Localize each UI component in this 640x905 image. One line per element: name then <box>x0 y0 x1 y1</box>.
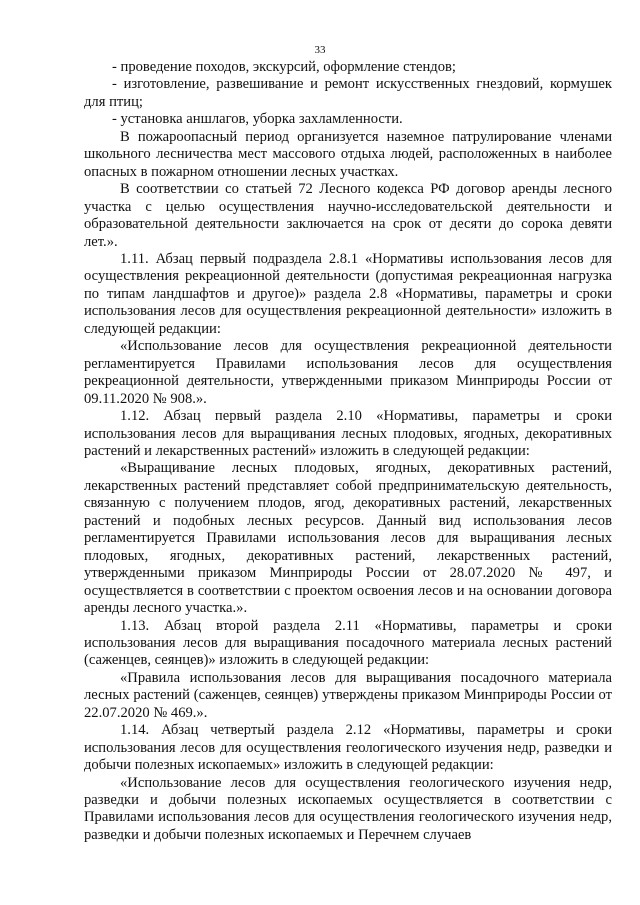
document-body <box>84 59 612 844</box>
paragraph: В соответствии со статьей 72 Лесного кодекса РФ договор аренды лесного участка с целью осуществления научно-исследовательской деятельности и образовательной деятельности заключается на срок от десяти до сорока девяти лет.». <box>84 181 612 250</box>
paragraph: 1.11. Абзац первый подраздела 2.8.1 «Нормативы использования лесов для осуществления рекреационной деятельности (допустимая рекреационная нагрузка по типам ландшафтов и другое)» раздела 2.8 «Нормативы, параметры и сроки использования лесов для осуществления рекреационной деятельности» изложить в следующей редакции: <box>84 250 612 337</box>
paragraph: «Использование лесов для осуществления геологического изучения недр, разведки и добычи полезных ископаемых осуществляется в соответствии с Правилами использования лесов для осуществления геологического изучения недр, разведки и добычи полезных ископаемых и Перечнем случаев <box>84 774 612 843</box>
paragraph: 1.12. Абзац первый раздела 2.10 «Нормативы, параметры и сроки использования лесов для выращивания лесных плодовых, ягодных, декоративных растений и лекарственных растений» изложить в следующей редакции: <box>84 408 612 459</box>
paragraph: «Выращивание лесных плодовых, ягодных, декоративных растений, лекарственных растений представляет собой предпринимательскую деятельность, связанную с получением плодов, ягод, декоративных растений, лекарственных растений и подобных лесных ресурсов. Данный вид использования лесов регламентируется Правилами использования лесов для выращивания лесных плодовых, ягодных, декоративных растений, лекарственных растений, утвержденными приказом Минприроды России от 28.07.2020 № 497, и осуществляется в соответствии с проектом освоения лесов и на основании договора аренды лесного участка.». <box>84 460 612 617</box>
list-item: - изготовление, развешивание и ремонт искусственных гнездовий, кормушек для птиц; <box>84 76 612 110</box>
paragraph: 1.14. Абзац четвертый раздела 2.12 «Нормативы, параметры и сроки использования лесов для осуществления геологического изучения недр, разведки и добычи полезных ископаемых» изложить в следующей редакции: <box>84 722 612 774</box>
list-item: - установка аншлагов, уборка захламленности. <box>112 111 403 128</box>
list-item: - проведение походов, экскурсий, оформление стендов; <box>112 59 456 75</box>
paragraph: «Использование лесов для осуществления рекреационной деятельности регламентируется Правилами использования лесов для осуществления рекреационной деятельности, утвержденными приказом Минприроды России от 09.11.2020 № 908.». <box>84 338 612 407</box>
paragraph: 1.13. Абзац второй раздела 2.11 «Нормативы, параметры и сроки использования лесов для выращивания посадочного материала лесных растений (саженцев, сеянцев)» изложить в следующей редакции: <box>84 617 612 669</box>
paragraph: «Правила использования лесов для выращивания посадочного материала лесных растений (саженцев, сеянцев) утверждены приказом Минприроды России от 22.07.2020 № 469.». <box>84 669 612 721</box>
page-number: 33 <box>314 44 326 56</box>
paragraph: В пожароопасный период организуется наземное патрулирование членами школьного лесничества мест массового отдыха людей, расположенных в наиболее опасных в пожарном отношении лесных участках. <box>84 128 612 180</box>
